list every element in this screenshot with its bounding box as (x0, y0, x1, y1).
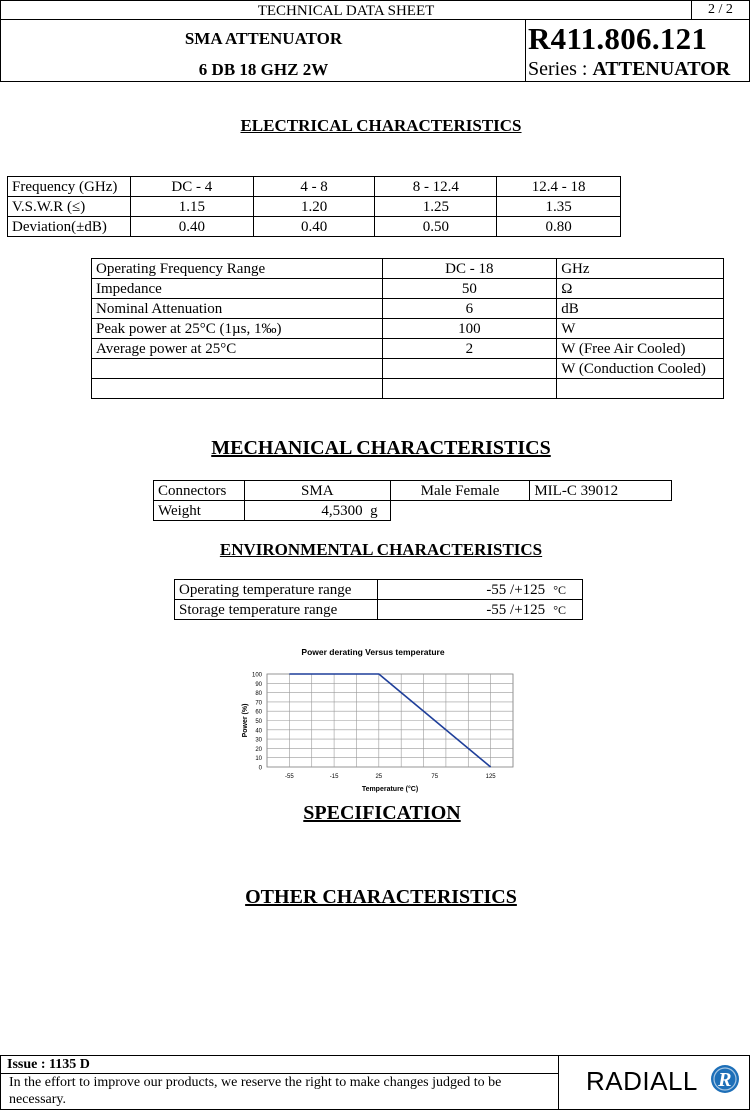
table-cell: Operating Frequency Range (92, 259, 383, 279)
temperature-range: -55 /+125 (486, 601, 546, 618)
x-tick-label: 25 (375, 774, 383, 780)
specification-title: SPECIFICATION (303, 802, 461, 824)
table-cell: Peak power at 25°C (1µs, 1‰) (92, 319, 383, 339)
y-tick-label: 20 (255, 746, 262, 753)
table-cell: 0.40 (253, 217, 375, 237)
series-line (528, 58, 730, 81)
table-row (92, 359, 724, 379)
y-tick-label: 30 (255, 737, 262, 744)
table-cell: 1.25 (375, 197, 497, 217)
table-cell: V.S.W.R (≤) (8, 197, 131, 217)
table-cell: Storage temperature range (175, 600, 378, 620)
table-cell: Nominal Attenuation (92, 299, 383, 319)
y-tick-label: 0 (258, 765, 262, 772)
table-row (92, 319, 724, 339)
table-row (92, 379, 724, 399)
table-cell: 0.40 (130, 217, 253, 237)
temperature-unit: °C (553, 602, 566, 617)
radiall-emblem-icon (710, 1064, 740, 1094)
temperature-unit: °C (553, 582, 566, 597)
y-tick-label: 90 (255, 681, 262, 688)
table-cell (92, 359, 383, 379)
table-row (154, 481, 672, 501)
table-cell: W (Free Air Cooled) (557, 339, 724, 359)
table-cell: 6 (382, 299, 557, 319)
table-cell: 1.15 (130, 197, 253, 217)
electrical-title: ELECTRICAL CHARACTERISTICS (240, 116, 522, 135)
other-characteristics-title: OTHER CHARACTERISTICS (245, 886, 517, 908)
table-cell: 8 - 12.4 (375, 177, 497, 197)
table-row (92, 339, 724, 359)
table-cell: DC - 4 (130, 177, 253, 197)
table-cell (557, 379, 724, 399)
electrical-params-table (91, 258, 724, 399)
series-label: Series : (528, 58, 593, 80)
table-row (8, 217, 621, 237)
header-top-bar (0, 0, 750, 20)
table-cell: Frequency (GHz) (8, 177, 131, 197)
table-cell (92, 379, 383, 399)
header-block (0, 19, 750, 82)
mechanical-table (153, 480, 672, 521)
x-tick-label: -15 (329, 774, 339, 780)
table-cell: 1.20 (253, 197, 375, 217)
table-cell (377, 580, 583, 600)
table-row (175, 580, 583, 600)
table-row (8, 177, 621, 197)
y-tick-label: 70 (255, 700, 262, 707)
x-tick-label: 75 (431, 774, 439, 780)
temperature-range: -55 /+125 (486, 581, 546, 598)
table-row (92, 299, 724, 319)
chart-title: Power derating Versus temperature (301, 647, 445, 657)
table-cell (382, 359, 557, 379)
y-tick-label: 10 (255, 756, 262, 763)
table-cell: Ω (557, 279, 724, 299)
connector-gender: Male Female (390, 481, 530, 501)
connectors-label: Connectors (154, 481, 245, 501)
x-axis-label: Temperature (°C) (361, 786, 419, 793)
table-cell: W (Conduction Cooled) (557, 359, 724, 379)
connectors-value: SMA (244, 481, 390, 501)
table-cell: Deviation(±dB) (8, 217, 131, 237)
x-tick-label: 125 (485, 774, 496, 780)
footer (0, 1055, 750, 1110)
table-cell: GHz (557, 259, 724, 279)
document-type: TECHNICAL DATA SHEET (257, 3, 435, 19)
power-derating-chart (225, 640, 525, 800)
table-cell: DC - 18 (382, 259, 557, 279)
part-reference: R411.806.121 (528, 21, 708, 56)
table-cell: Operating temperature range (175, 580, 378, 600)
y-axis-label: Power (%) (242, 703, 249, 738)
disclaimer-note: In the effort to improve our products, we reserve the right to make changes judged to be necessary. (9, 1075, 502, 1107)
series-value: ATTENUATOR (592, 58, 731, 80)
table-cell: 50 (382, 279, 557, 299)
table-row (92, 279, 724, 299)
table-cell: 0.50 (375, 217, 497, 237)
weight-unit: g (370, 502, 378, 519)
table-row (8, 197, 621, 217)
table-cell (377, 600, 583, 620)
y-tick-label: 40 (255, 728, 262, 735)
logo-text: RADIALL (586, 1066, 698, 1096)
table-cell: 2 (382, 339, 557, 359)
page-number: 2 / 2 (691, 1, 749, 19)
product-specs: 6 DB 18 GHZ 2W (198, 60, 329, 79)
svg-text:R: R (718, 1069, 732, 1091)
y-tick-label: 60 (255, 709, 262, 716)
x-tick-label: -55 (285, 774, 294, 780)
table-cell: 1.35 (497, 197, 621, 217)
vswr-table (7, 176, 621, 237)
table-row (154, 501, 672, 521)
weight-value: 4,5300 (321, 502, 363, 519)
connector-standard: MIL-C 39012 (530, 481, 672, 501)
product-name: SMA ATTENUATOR (184, 29, 343, 48)
table-cell: dB (557, 299, 724, 319)
product-title-block (1, 19, 526, 81)
table-cell: Impedance (92, 279, 383, 299)
table-row (175, 600, 583, 620)
table-cell: 4 - 8 (253, 177, 375, 197)
weight-label: Weight (154, 501, 245, 521)
table-cell (382, 379, 557, 399)
table-cell: 100 (382, 319, 557, 339)
table-cell: 12.4 - 18 (497, 177, 621, 197)
table-cell: 0.80 (497, 217, 621, 237)
y-tick-label: 100 (251, 672, 262, 679)
radiall-logo (586, 1066, 732, 1097)
table-cell: Average power at 25°C (92, 339, 383, 359)
mechanical-title: MECHANICAL CHARACTERISTICS (211, 437, 551, 459)
weight-cell (244, 501, 390, 521)
table-row (92, 259, 724, 279)
environmental-title: ENVIRONMENTAL CHARACTERISTICS (219, 540, 543, 559)
y-tick-label: 80 (255, 691, 262, 698)
issue-number: Issue : 1135 D (7, 1057, 90, 1072)
y-tick-label: 50 (255, 719, 262, 725)
environmental-table (174, 579, 583, 620)
table-cell: W (557, 319, 724, 339)
